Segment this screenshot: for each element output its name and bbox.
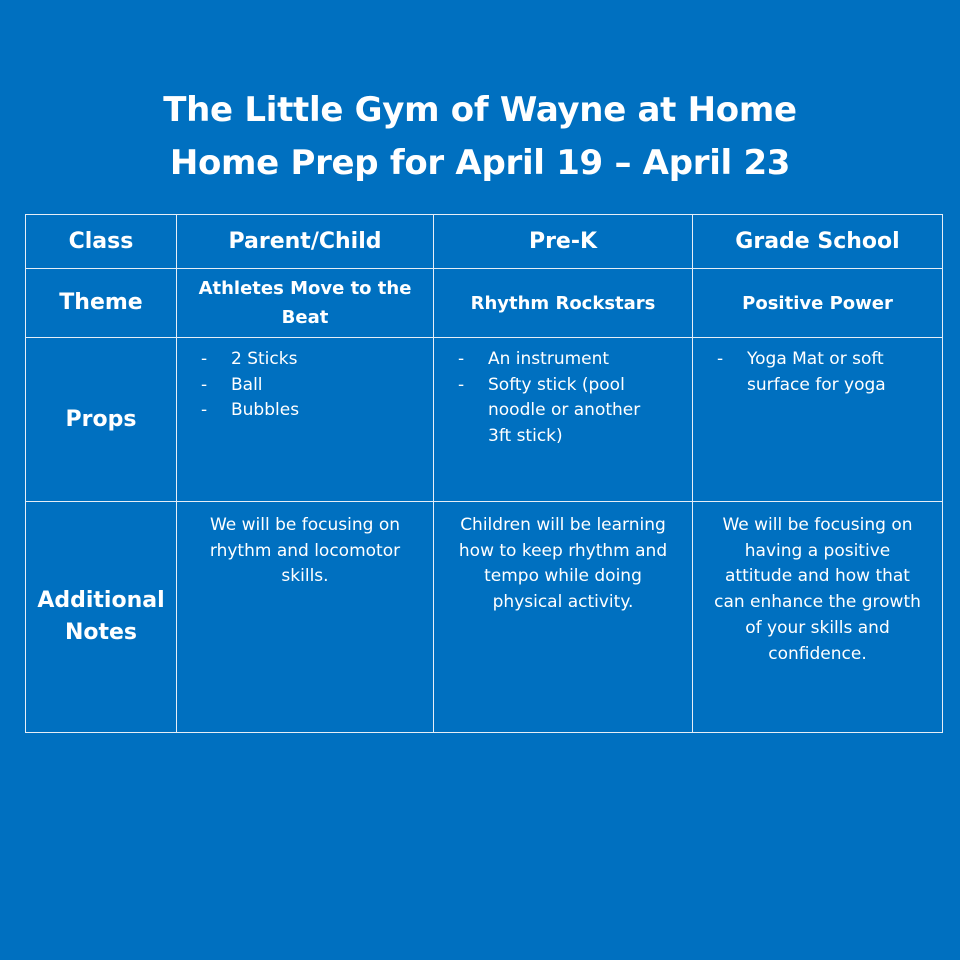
props-label: Props [26,338,177,502]
note-text: Children will be learning how to keep rhythm and tempo while doing physical activity. [458,515,668,613]
theme-row [26,269,943,338]
page-title [0,84,960,190]
props-row [26,338,943,502]
notes-label-line-2: Notes [64,620,138,645]
notes-row [26,502,943,733]
theme-pre-k: Rhythm Rockstars [434,269,693,338]
list-item: - Ball [177,373,433,399]
props-parent-child [177,338,434,502]
props-list [434,347,692,449]
title-line-1: The Little Gym of Wayne at Home [163,90,797,130]
theme-grade-school: Positive Power [693,269,943,338]
props-grade-school [693,338,943,502]
table-header-row [26,215,943,269]
props-pre-k [434,338,693,502]
list-item: - Yoga Mat or soft surface for yoga [693,347,942,398]
props-list [177,347,433,424]
list-item: - 2 Sticks [177,347,433,373]
notes-label-line-1: Additional [37,588,165,613]
list-item: - Softy stick (pool noodle or another 3ft stick) [434,373,692,450]
note-text: We will be focusing on rhythm and locomotor skills. [209,515,401,587]
theme-parent-child: Athletes Move to the Beat [177,269,434,338]
header-parent-child: Parent/Child [177,215,434,269]
list-item: - Bubbles [177,398,433,424]
notes-grade-school [693,502,943,733]
header-pre-k: Pre-K [434,215,693,269]
header-class-label: Class [26,215,177,269]
notes-parent-child [177,502,434,733]
note-text: We will be focusing on having a positive attitude and how that can enhance the growth of your skills and confidence. [714,515,921,664]
title-line-2: Home Prep for April 19 – April 23 [169,143,791,183]
theme-label: Theme [26,269,177,338]
notes-pre-k [434,502,693,733]
header-grade-school: Grade School [693,215,943,269]
props-list [693,347,942,398]
list-item: - An instrument [434,347,692,373]
class-schedule-table [25,214,943,733]
notes-label [26,502,177,733]
